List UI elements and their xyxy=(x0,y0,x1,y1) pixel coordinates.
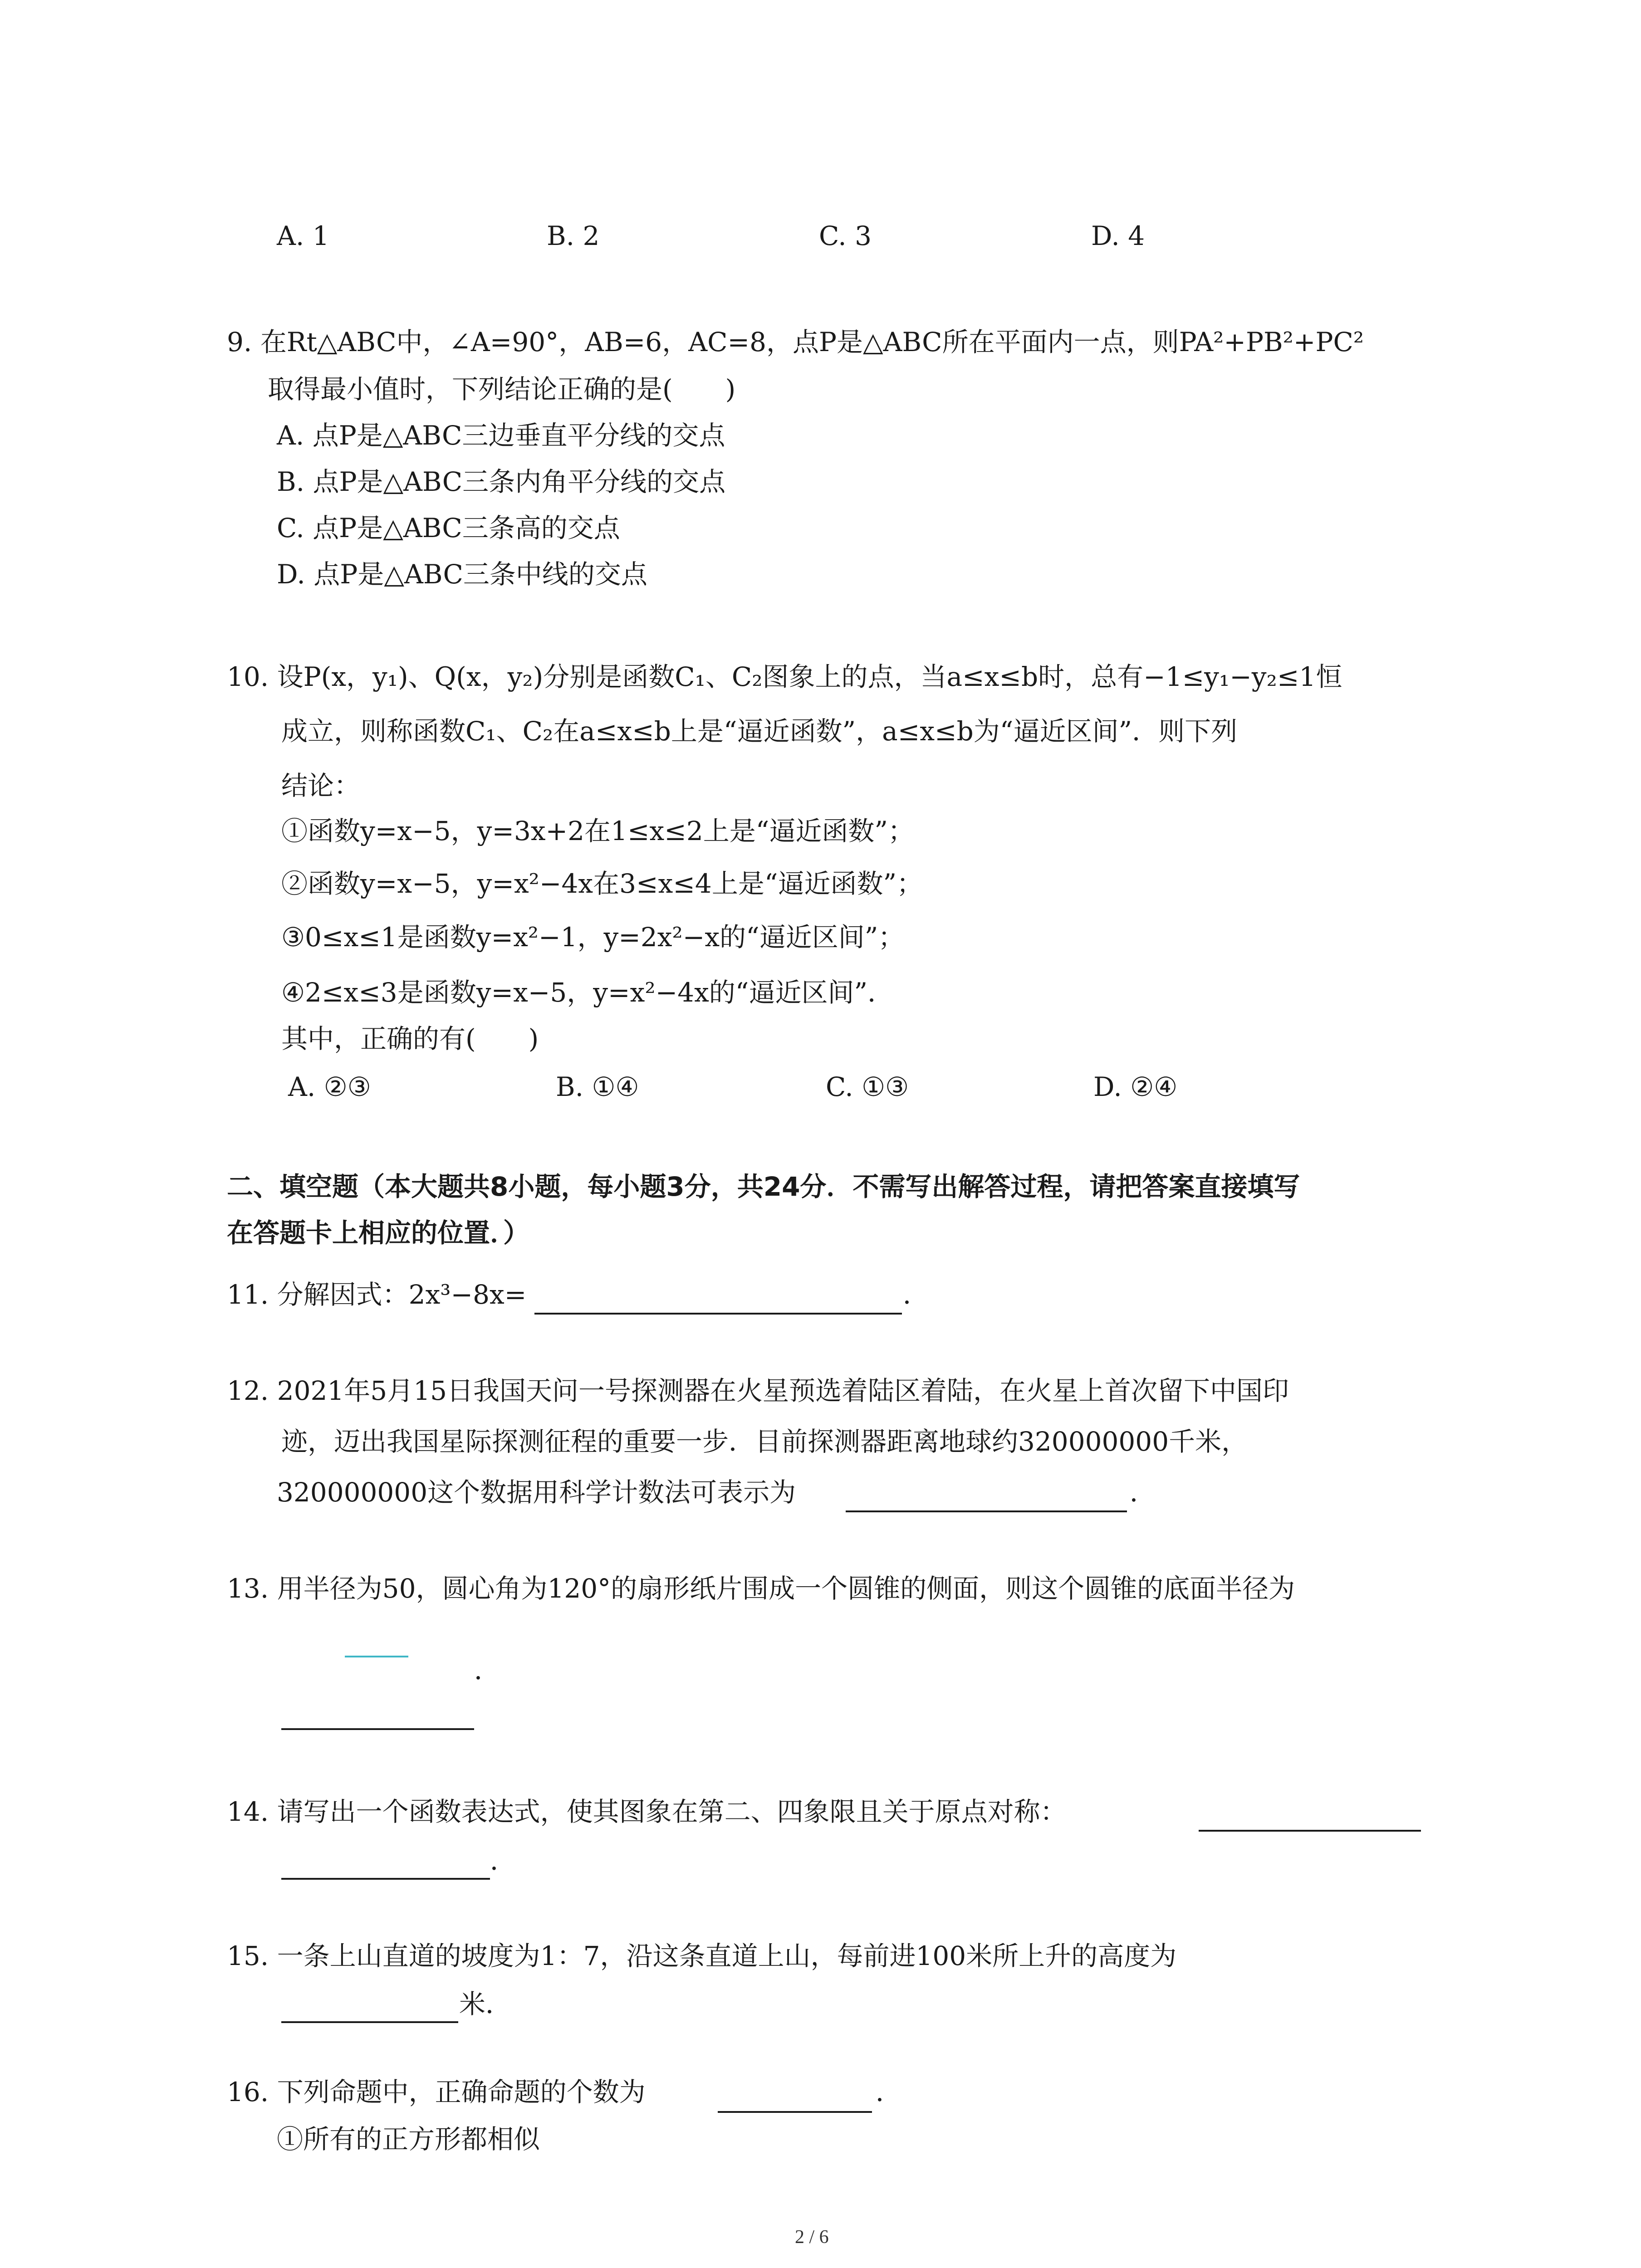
q9-option-b: B. 点P是△ABC三条内角平分线的交点 xyxy=(277,466,726,497)
q14-answer-blank-2[interactable] xyxy=(281,1852,490,1880)
q9-stem-line2: 取得最小值时，下列结论正确的是( ) xyxy=(268,374,736,405)
q10-item-2: ②函数y=x−5，y=x²−4x在3≤x≤4上是“逼近函数”； xyxy=(281,868,923,899)
q10-item-3: ③0≤x≤1是函数y=x²−1，y=2x²−x的“逼近区间”； xyxy=(281,922,905,953)
q10-option-c: C. ①③ xyxy=(826,1071,909,1102)
q9-stem-line1: 9. 在Rt△ABC中，∠A=90°，AB=6，AC=8，点P是△ABC所在平面内一点，则PA²+PB²+PC² xyxy=(227,327,1364,357)
q8-option-c: C. 3 xyxy=(819,220,872,251)
q14-period: ． xyxy=(490,1845,517,1876)
q12-line3: 320000000这个数据用科学计数法可表示为 xyxy=(277,1477,796,1508)
q9-option-d: D. 点P是△ABC三条中线的交点 xyxy=(277,559,647,590)
page-number: 2 / 6 xyxy=(795,2227,829,2248)
section2-heading-line2: 在答题卡上相应的位置．） xyxy=(227,1217,530,1248)
q9-option-c: C. 点P是△ABC三条高的交点 xyxy=(277,513,620,543)
q10-item-4: ④2≤x≤3是函数y=x−5，y=x²−4x的“逼近区间”． xyxy=(281,977,894,1008)
q10-stem-line3: 结论： xyxy=(281,770,361,801)
q10-option-b: B. ①④ xyxy=(556,1071,639,1102)
section2-heading-line1: 二、填空题（本大题共8小题，每小题3分，共24分．不需写出解答过程，请把答案直接填写 xyxy=(227,1171,1300,1202)
q11-period: ． xyxy=(903,1279,930,1310)
q12-line2: 迹，迈出我国星际探测征程的重要一步．目前探测器距离地球约320000000千米， xyxy=(281,1426,1248,1457)
q11-text: 11. 分解因式：2x³−8x= xyxy=(227,1279,527,1310)
q13-period: ． xyxy=(474,1655,501,1686)
q12-answer-blank[interactable] xyxy=(846,1484,1127,1512)
q16-line1: 16. 下列命题中，正确命题的个数为 xyxy=(227,2077,646,2107)
q12-line1: 12. 2021年5月15日我国天问一号探测器在火星预选着陆区着陆，在火星上首次留下中国印 xyxy=(227,1375,1289,1406)
q8-option-d: D. 4 xyxy=(1091,220,1145,251)
q14-line1: 14. 请写出一个函数表达式，使其图象在第二、四象限且关于原点对称： xyxy=(227,1796,1067,1827)
q15-unit: 米． xyxy=(459,1989,512,2019)
q16-answer-blank[interactable] xyxy=(718,2085,872,2113)
q15-line1: 15. 一条上山直道的坡度为1：7，沿这条直道上山，每前进100米所上升的高度为 xyxy=(227,1941,1177,1971)
q8-option-b: B. 2 xyxy=(547,220,600,251)
q8-option-a: A. 1 xyxy=(277,220,329,251)
q16-item-1: ①所有的正方形都相似 xyxy=(277,2124,540,2155)
q10-stem-line2: 成立，则称函数C₁、C₂在a≤x≤b上是“逼近函数”，a≤x≤b为“逼近区间”．则下列 xyxy=(281,716,1238,747)
q10-item-1: ①函数y=x−5，y=3x+2在1≤x≤2上是“逼近函数”； xyxy=(281,816,915,846)
q13-answer-blank[interactable] xyxy=(281,1702,474,1730)
q10-option-a: A. ②③ xyxy=(288,1071,371,1102)
q10-option-d: D. ②④ xyxy=(1093,1071,1178,1102)
q10-stem-line1: 10. 设P(x，y₁)、Q(x，y₂)分别是函数C₁、C₂图象上的点，当a≤x≤b时，总有−1≤y₁−y₂≤1恒 xyxy=(227,661,1342,692)
q10-ask: 其中，正确的有( ) xyxy=(281,1023,539,1054)
q14-answer-blank-1[interactable] xyxy=(1199,1804,1421,1832)
q13-line1: 13. 用半径为50，圆心角为120°的扇形纸片围成一个圆锥的侧面，则这个圆锥的底面半径为 xyxy=(227,1573,1295,1604)
q15-answer-blank[interactable] xyxy=(281,1995,458,2023)
q16-period: ． xyxy=(876,2077,902,2107)
q12-period: ． xyxy=(1130,1477,1156,1508)
q13-answer-mark xyxy=(345,1633,408,1657)
q9-option-a: A. 点P是△ABC三边垂直平分线的交点 xyxy=(277,420,725,451)
q11-answer-blank[interactable] xyxy=(534,1286,902,1315)
